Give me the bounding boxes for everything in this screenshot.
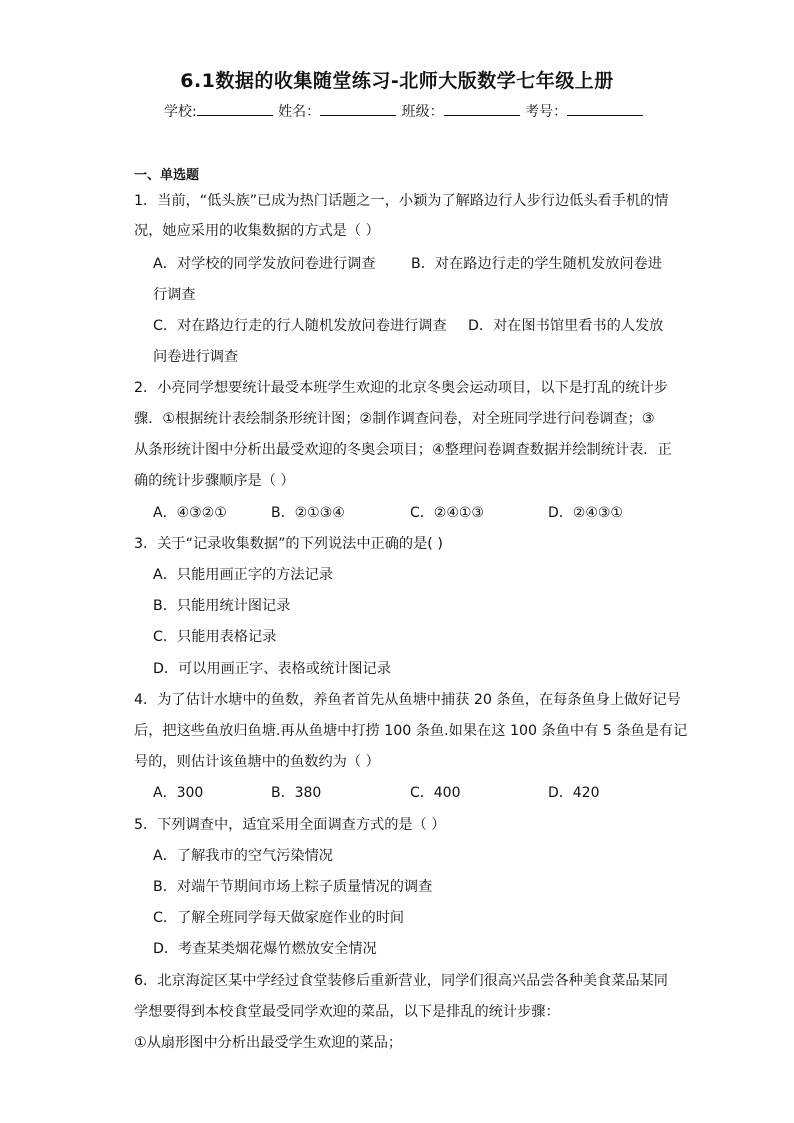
question-4-option-a: A．300 [153,785,204,801]
name-label: 姓名： [278,104,321,120]
question-5-option-b: B．对端午节期间市场上粽子质量情况的调查 [153,879,433,895]
name-blank[interactable] [320,103,396,116]
question-2-line-4: 确的统计步骤顺序是（ ） [134,473,295,489]
question-1-option-d-cont: 问卷进行调查 [153,349,239,365]
question-4-option-d: D．420 [548,785,600,801]
class-label: 班级： [401,104,444,120]
question-4-line-2: 后，把这些鱼放归鱼塘.再从鱼塘中打捞 100 条鱼.如果在这 100 条鱼中有 5 条鱼是有记 [134,723,688,739]
question-2-option-a: A．④③②① [153,505,227,521]
class-blank[interactable] [444,103,520,116]
question-3-option-d: D．可以用画正字、表格或统计图记录 [153,661,391,677]
question-5-option-c: C．了解全班同学每天做家庭作业的时间 [153,910,405,926]
exam-number-blank[interactable] [567,103,643,116]
question-5-option-a: A．了解我市的空气污染情况 [153,848,333,864]
question-3-line-1: 3．关于“记录收集数据”的下列说法中正确的是( ) [134,536,443,552]
school-blank[interactable] [197,103,273,116]
question-1-option-a: A．对学校的同学发放问卷进行调查 [153,256,376,272]
question-1-option-d: D．对在图书馆里看书的人发放 [468,318,664,334]
question-2-line-1: 2．小亮同学想要统计最受本班学生欢迎的北京冬奥会运动项目，以下是打乱的统计步 [134,380,668,396]
question-1-line-2: 况，她应采用的收集数据的方式是（ ） [134,223,380,239]
question-3-option-c: C．只能用表格记录 [153,629,277,645]
exam-number-label: 考号： [525,104,568,120]
question-2-option-b: B．②①③④ [271,505,345,521]
section-heading: 一、单选题 [134,168,200,183]
question-4-line-1: 4．为了估计水塘中的鱼数，养鱼者首先从鱼塘中捕获 20 条鱼，在每条鱼身上做好记号 [134,692,681,708]
page-title: 6.1数据的收集随堂练习-北师大版数学七年级上册 [180,70,614,92]
question-2-line-2: 骤．①根据统计表绘制条形统计图；②制作调查问卷，对全班同学进行问卷调查；③ [134,411,655,427]
question-2-option-d: D．②④③① [548,505,623,521]
question-3-option-b: B．只能用统计图记录 [153,598,291,614]
question-5-line-1: 5．下列调查中，适宜采用全面调查方式的是（ ） [134,817,446,833]
question-1-option-b: B．对在路边行走的学生随机发放问卷进 [411,256,662,272]
question-6-line-3: ①从扇形图中分析出最受学生欢迎的菜品； [134,1035,403,1051]
question-3-option-a: A．只能用画正字的方法记录 [153,567,333,583]
question-1-option-c: C．对在路边行走的行人随机发放问卷进行调查 [153,318,447,334]
question-2-option-c: C．②④①③ [410,505,484,521]
question-5-option-d: D．考查某类烟花爆竹燃放安全情况 [153,941,377,957]
question-4-option-b: B．380 [271,785,322,801]
question-1-option-b-cont: 行调查 [153,287,196,303]
question-1-line-1: 1．当前，“低头族”已成为热门话题之一，小颖为了解路边行人步行边低头看手机的情 [134,193,669,209]
question-6-line-2: 学想要得到本校食堂最受同学欢迎的菜品，以下是排乱的统计步骤： [134,1004,560,1020]
question-4-option-c: C．400 [410,785,461,801]
school-label: 学校: [164,104,197,120]
question-4-line-3: 号的，则估计该鱼塘中的鱼数约为（ ） [134,754,380,770]
question-6-line-1: 6．北京海淀区某中学经过食堂装修后重新营业，同学们很高兴品尝各种美食菜品某同 [134,973,668,989]
student-info-line [164,101,644,121]
question-2-line-3: 从条形统计图中分析出最受欢迎的冬奥会项目；④整理问卷调查数据并绘制统计表．正 [134,442,672,458]
